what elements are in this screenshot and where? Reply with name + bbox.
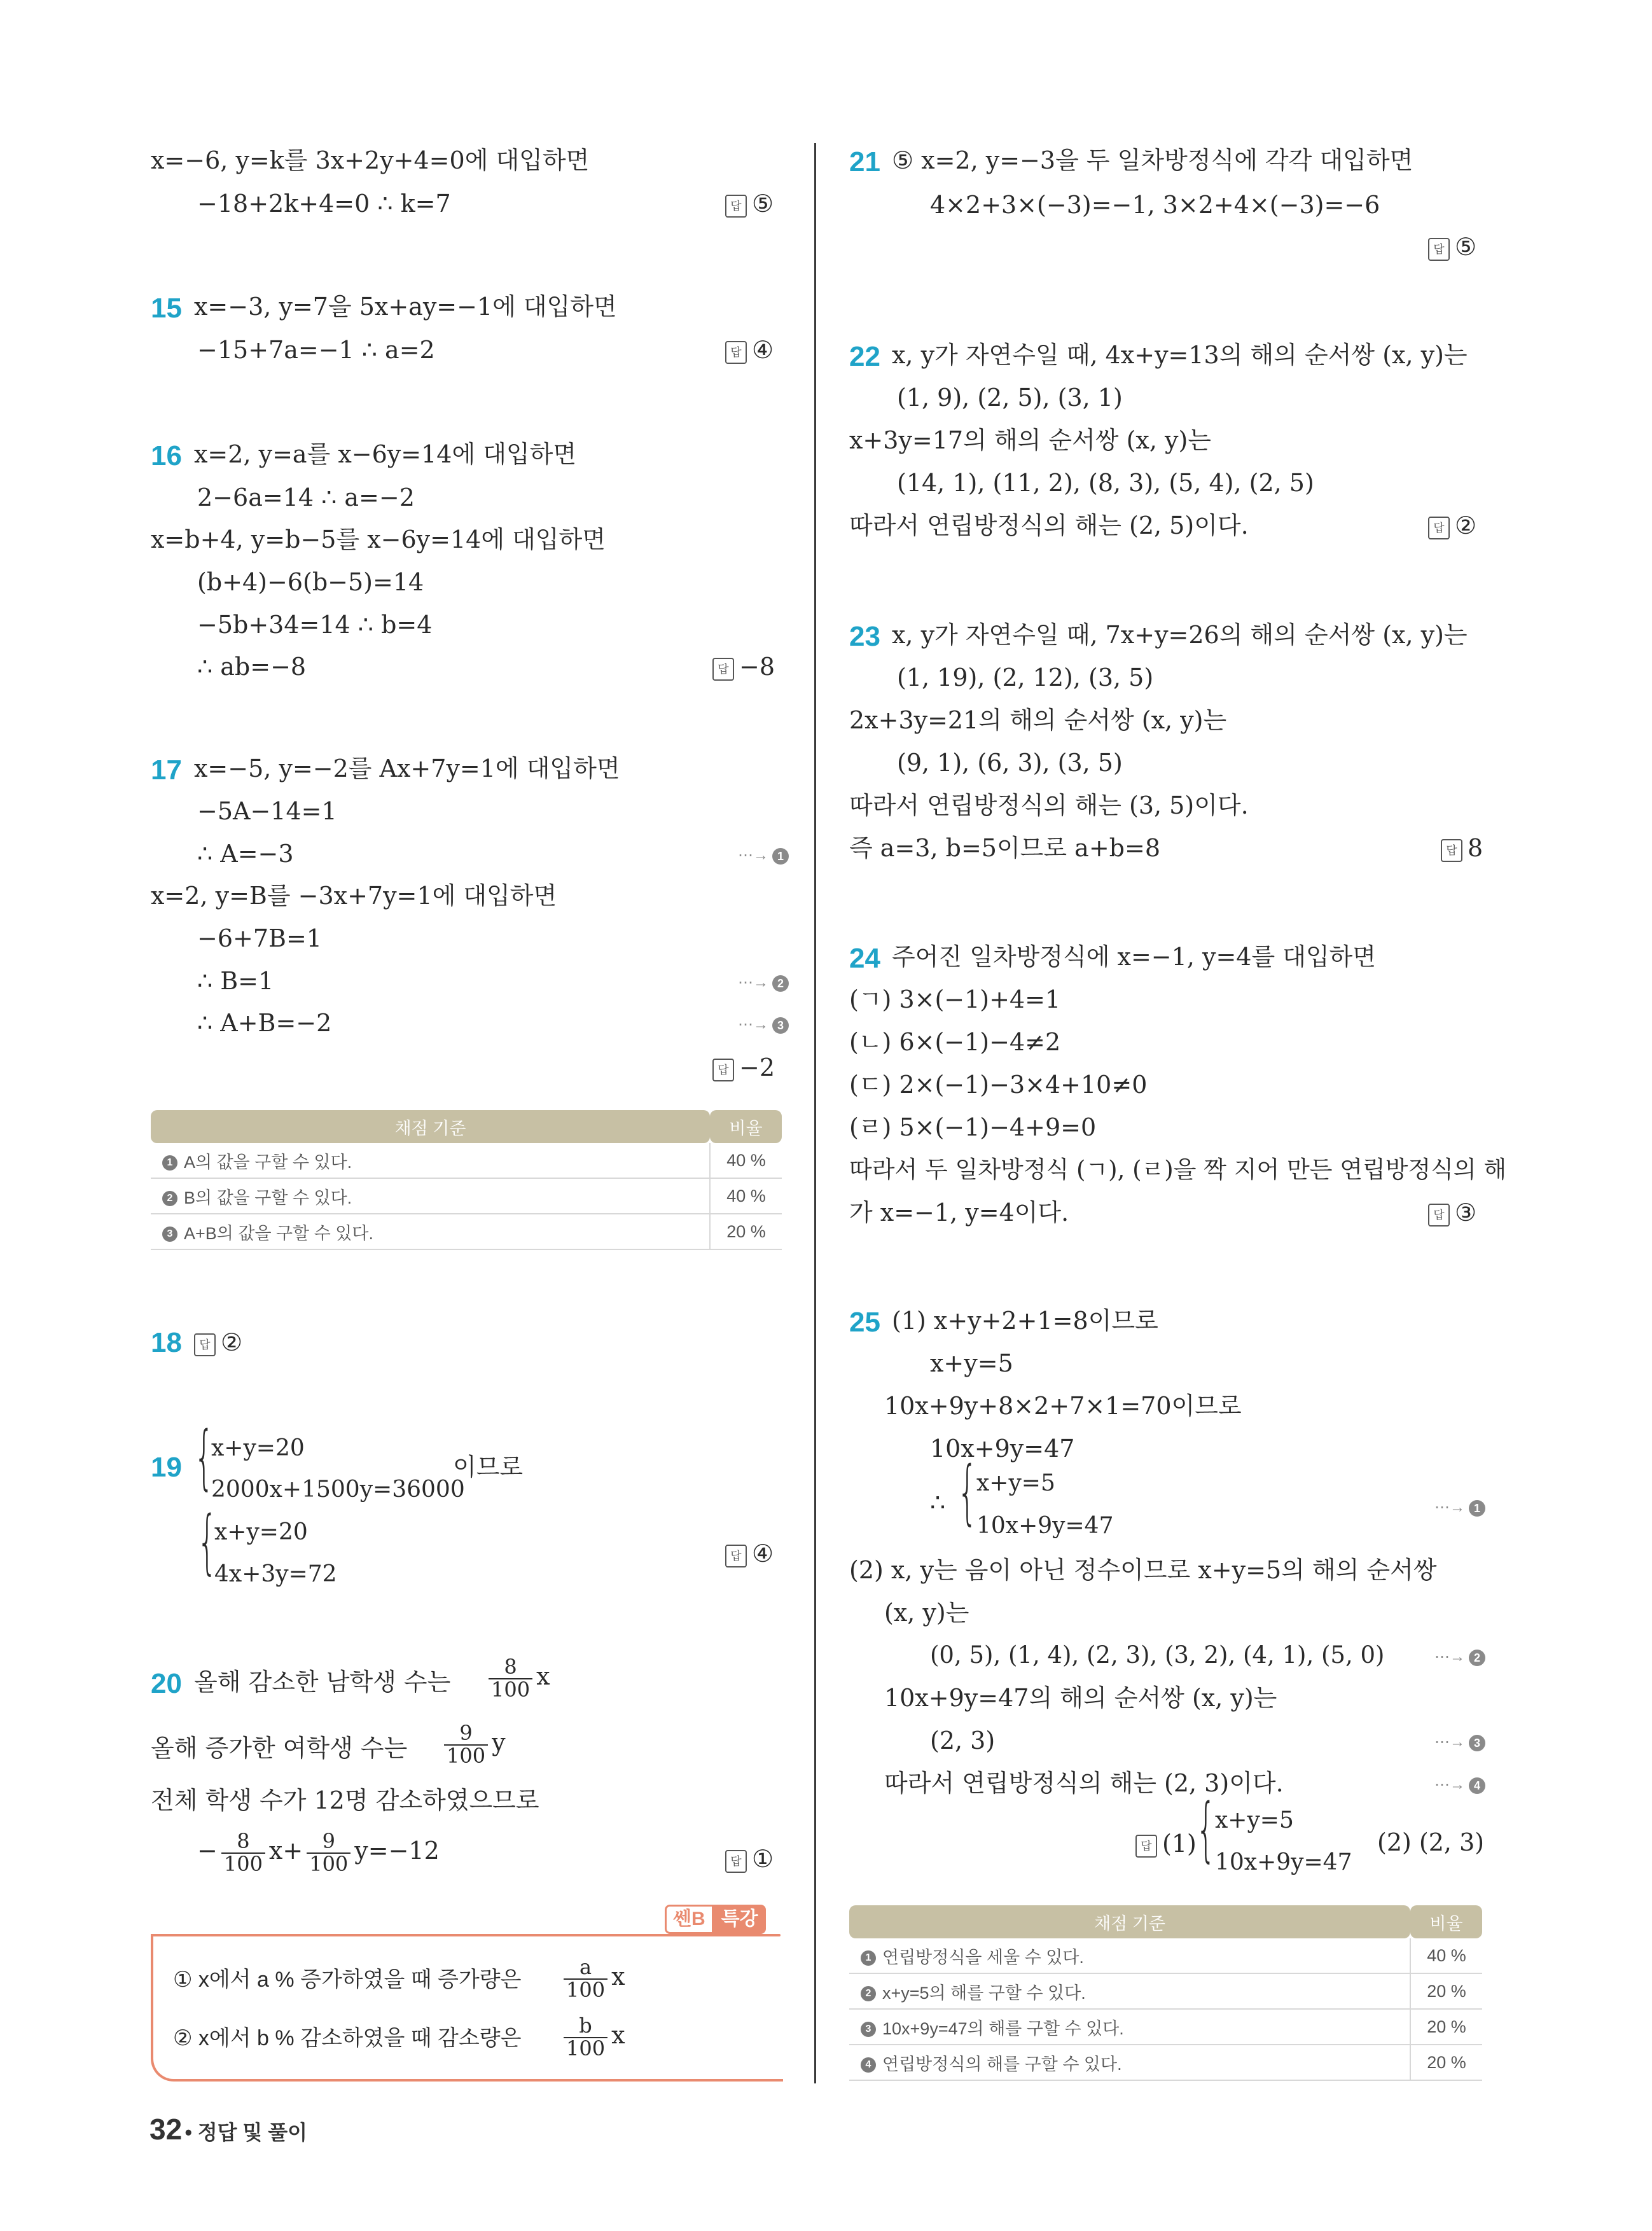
tip-fraction-2: $\frac{b}{100}$ x: [560, 2015, 625, 2059]
p20-fraction-2: $\frac{9}{100}$ y: [440, 1723, 506, 1767]
p25-line-10: (2, 3): [930, 1727, 996, 1755]
p25-answer-eq2: 10x+9y=47: [1215, 1849, 1352, 1875]
p14-answer: 답 ⑤: [725, 190, 774, 218]
p20-fraction-1: $\frac{8}{100}$ x: [485, 1657, 550, 1700]
p22-line-2: (1, 9), (2, 5), (3, 1): [897, 384, 1123, 412]
tip-box-line: [151, 1934, 781, 1936]
tip-line-2: ② x에서 b % 감소하였을 때 감소량은: [173, 2026, 522, 2050]
tip-fraction-1: $\frac{a}{100}$ x: [560, 1957, 625, 2001]
p22-line-5: 따라서 연립방정식의 해는 (2, 5)이다.: [849, 511, 1249, 539]
system-brace: {: [197, 1501, 218, 1582]
p15-line-2: −15+7a=−1 ∴ a=2: [197, 336, 435, 364]
p25-answer-2: (2) (2, 3): [1377, 1828, 1485, 1856]
problem-number-22: 22: [849, 341, 880, 372]
p25-line-9: 10x+9y=47의 해의 순서쌍 (x, y)는: [884, 1684, 1277, 1712]
footer-title: • 정답 및 풀이: [184, 2121, 308, 2144]
problem-number-24: 24: [849, 943, 880, 974]
system-brace: {: [194, 1416, 214, 1498]
p23-line-3: 2x+3y=21의 해의 순서쌍 (x, y)는: [849, 706, 1227, 734]
p24-line-3: (ㄴ) 6×(−1)−4≠2: [849, 1028, 1061, 1056]
p20-line-2: 올해 증가한 여학생 수는: [151, 1734, 408, 1762]
step-marker-2: ⋯→ 2: [1434, 1648, 1485, 1666]
answer-icon: 답: [1135, 1835, 1157, 1858]
p24-line-7: 가 x=−1, y=4이다.: [849, 1199, 1069, 1227]
p17-line-3: ∴ A=−3: [197, 840, 294, 868]
p25-therefore: ∴: [930, 1489, 946, 1517]
p21-line-2: 4×2+3×(−3)=−1, 3×2+4×(−3)=−6: [930, 191, 1380, 219]
step-marker-1: ⋯→ 1: [1434, 1498, 1485, 1517]
p17-line-6: ∴ B=1: [197, 967, 274, 995]
answer-icon: 답: [1428, 238, 1450, 261]
grading-table-17: [151, 1110, 782, 1250]
answer-icon: 답: [1441, 839, 1462, 862]
p25-sys-eq2: 10x+9y=47: [976, 1513, 1114, 1539]
answer-icon: 답: [725, 1850, 747, 1873]
p17-line-2: −5A−14=1: [197, 797, 337, 825]
p19-sys1-eq2: 2000x+1500y=36000: [211, 1477, 465, 1503]
p25-line-3: 10x+9y+8×2+7×1=70이므로: [884, 1392, 1242, 1420]
p25-line-11: 따라서 연립방정식의 해는 (2, 3)이다.: [884, 1769, 1284, 1797]
p19-tail: 이므로: [453, 1453, 524, 1481]
p14-line-2: −18+2k+4=0 ∴ k=7: [197, 190, 451, 218]
p24-line-1: 주어진 일차방정식에 x=−1, y=4를 대입하면: [892, 943, 1377, 971]
p21-line-1: ⑤ x=2, y=−3을 두 일차방정식에 각각 대입하면: [892, 146, 1413, 174]
table-header-rate: 비율: [710, 1110, 782, 1143]
p24-line-4: (ㄷ) 2×(−1)−3×4+10≠0: [849, 1071, 1148, 1099]
problem-number-21: 21: [849, 146, 880, 177]
step-marker-3: ⋯→ 3: [1434, 1733, 1485, 1751]
p15-line-1: x=−3, y=7을 5x+ay=−1에 대입하면: [194, 293, 617, 321]
tip-box: [151, 1934, 783, 2082]
answer-icon: 답: [725, 195, 747, 218]
p17-line-5: −6+7B=1: [197, 924, 322, 952]
tip-tag: 쎈B 특강: [665, 1905, 766, 1934]
p20-answer: 답 ①: [725, 1845, 774, 1873]
p16-answer: 답 −8: [712, 653, 775, 681]
p17-line-1: x=−5, y=−2를 Ax+7y=1에 대입하면: [194, 754, 620, 782]
step-marker-1: ⋯→ 1: [738, 846, 789, 865]
p25-line-6: (2) x, y는 음이 아닌 정수이므로 x+y=5의 해의 순서쌍: [849, 1556, 1437, 1584]
step-marker-4: ⋯→ 4: [1434, 1776, 1485, 1794]
p23-line-6: 즉 a=3, b=5이므로 a+b=8: [849, 834, 1160, 862]
problem-number-15: 15: [151, 293, 182, 324]
problem-number-19: 19: [151, 1452, 182, 1483]
p20-line-1: 올해 감소한 남학생 수는: [194, 1668, 451, 1696]
table-header-criteria: 채점 기준: [849, 1905, 1410, 1938]
p16-line-2: 2−6a=14 ∴ a=−2: [197, 483, 415, 511]
table-row: 3 10x+9y=47의 해를 구할 수 있다. 20 %: [849, 2009, 1482, 2045]
p15-answer: 답 ④: [725, 336, 774, 364]
p23-line-4: (9, 1), (6, 3), (3, 5): [897, 749, 1123, 777]
system-brace: {: [1196, 1788, 1216, 1870]
p17-line-4: x=2, y=B를 −3x+7y=1에 대입하면: [151, 882, 557, 910]
table-row: 2 x+y=5의 해를 구할 수 있다. 20 %: [849, 1973, 1482, 2009]
p20-equation: − $\frac{8}{100}$ x+ $\frac{9}{100}$ y=−12: [197, 1829, 440, 1876]
p22-line-3: x+3y=17의 해의 순서쌍 (x, y)는: [849, 426, 1212, 454]
problem-number-18: 18: [151, 1327, 182, 1358]
page-footer: [149, 2112, 307, 2146]
p19-sys2-eq2: 4x+3y=72: [214, 1561, 337, 1587]
answer-icon: 답: [725, 1545, 747, 1567]
table-row: 4 연립방정식의 해를 구할 수 있다. 20 %: [849, 2045, 1482, 2080]
p16-line-1: x=2, y=a를 x−6y=14에 대입하면: [194, 440, 577, 468]
p24-line-2: (ㄱ) 3×(−1)+4=1: [849, 985, 1061, 1013]
p17-line-7: ∴ A+B=−2: [197, 1009, 332, 1037]
p23-line-1: x, y가 자연수일 때, 7x+y=26의 해의 순서쌍 (x, y)는: [892, 621, 1468, 649]
answer-icon: 답: [725, 341, 747, 364]
answer-icon: 답: [1428, 1204, 1450, 1227]
p16-line-3: x=b+4, y=b−5를 x−6y=14에 대입하면: [151, 525, 606, 553]
p23-line-5: 따라서 연립방정식의 해는 (3, 5)이다.: [849, 791, 1249, 819]
problem-number-17: 17: [151, 754, 182, 786]
p19-answer: 답 ④: [725, 1539, 774, 1567]
p25-line-4: 10x+9y=47: [930, 1435, 1075, 1463]
table-header-rate: 비율: [1410, 1905, 1482, 1938]
p20-line-3: 전체 학생 수가 12명 감소하였으므로: [151, 1786, 539, 1814]
p23-answer: 답 8: [1441, 834, 1483, 862]
system-brace: {: [957, 1451, 978, 1533]
p21-answer: 답 ⑤: [1428, 233, 1476, 261]
table-row: 1 A의 값을 구할 수 있다. 40 %: [151, 1143, 782, 1178]
p19-sys1-eq1: x+y=20: [211, 1435, 305, 1461]
p25-sys-eq1: x+y=5: [976, 1470, 1055, 1496]
p22-answer: 답 ②: [1428, 511, 1476, 539]
p16-line-6: ∴ ab=−8: [197, 653, 307, 681]
p18-answer: 답 ②: [194, 1328, 242, 1356]
grading-table-25: [849, 1905, 1482, 2081]
problem-number-16: 16: [151, 440, 182, 471]
p25-line-1: (1) x+y+2+1=8이므로: [892, 1307, 1158, 1335]
p25-answer: 답 (1): [1135, 1830, 1197, 1858]
p22-line-4: (14, 1), (11, 2), (8, 3), (5, 4), (2, 5): [897, 469, 1314, 497]
table-header-criteria: 채점 기준: [151, 1110, 710, 1143]
p16-line-4: (b+4)−6(b−5)=14: [197, 568, 424, 596]
column-divider: [814, 143, 816, 2083]
answer-icon: 답: [712, 658, 734, 681]
p19-sys2-eq1: x+y=20: [214, 1519, 308, 1545]
problem-number-20: 20: [151, 1668, 182, 1699]
p24-line-5: (ㄹ) 5×(−1)−4+9=0: [849, 1113, 1097, 1141]
answer-icon: 답: [1428, 517, 1450, 539]
p25-line-8: (0, 5), (1, 4), (2, 3), (3, 2), (4, 1), (5, 0): [930, 1641, 1385, 1669]
p24-answer: 답 ③: [1428, 1199, 1476, 1227]
table-row: 3 A+B의 값을 구할 수 있다. 20 %: [151, 1214, 782, 1249]
p14-line-1: x=−6, y=k를 3x+2y+4=0에 대입하면: [151, 146, 590, 174]
p25-line-2: x+y=5: [930, 1349, 1013, 1377]
answer-icon: 답: [712, 1059, 734, 1081]
page-number: 32: [149, 2113, 183, 2146]
problem-number-23: 23: [849, 621, 880, 652]
p23-line-2: (1, 19), (2, 12), (3, 5): [897, 664, 1154, 692]
p24-line-6: 따라서 두 일차방정식 (ㄱ), (ㄹ)을 짝 지어 만든 연립방정식의 해: [849, 1156, 1507, 1183]
p17-answer: 답 −2: [712, 1053, 775, 1081]
p22-line-1: x, y가 자연수일 때, 4x+y=13의 해의 순서쌍 (x, y)는: [892, 341, 1468, 369]
tip-line-1: ① x에서 a % 증가하였을 때 증가량은: [173, 1968, 522, 1992]
problem-number-25: 25: [849, 1307, 880, 1338]
table-row: 2 B의 값을 구할 수 있다. 40 %: [151, 1178, 782, 1214]
table-row: 1 연립방정식을 세울 수 있다. 40 %: [849, 1938, 1482, 1973]
p25-line-7: (x, y)는: [884, 1599, 969, 1627]
p16-line-5: −5b+34=14 ∴ b=4: [197, 611, 433, 639]
answer-icon: 답: [194, 1333, 216, 1356]
step-marker-2: ⋯→ 2: [738, 973, 789, 992]
step-marker-3: ⋯→ 3: [738, 1015, 789, 1034]
p25-answer-eq1: x+y=5: [1215, 1807, 1294, 1833]
